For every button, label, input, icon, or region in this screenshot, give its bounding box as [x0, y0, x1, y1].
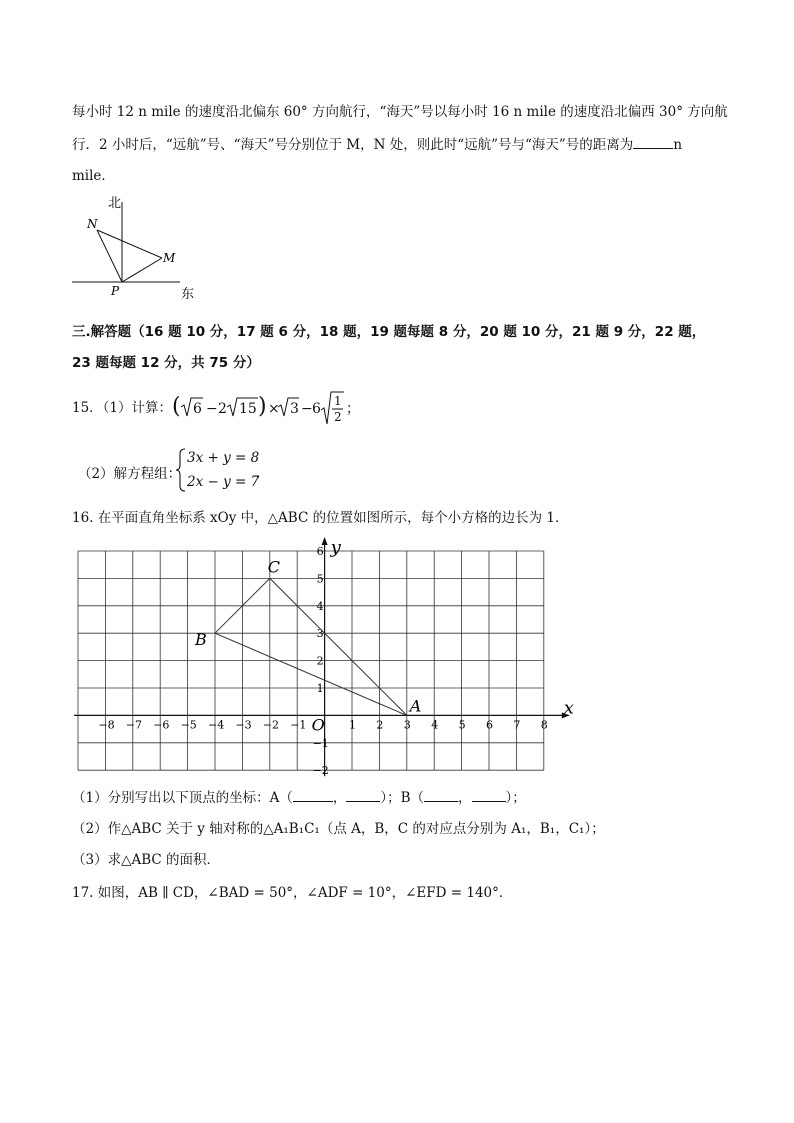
problem16-intro: 16. 在平面直角坐标系 xOy 中，△ABC 的位置如图所示，每个小方格的边长为 1． — [72, 510, 569, 526]
problem16-q3: （3）求△ABC 的面积． — [72, 852, 221, 868]
y-tick-label: −1 — [312, 736, 329, 750]
svg-text:2: 2 — [334, 410, 342, 424]
equation-1: 3x + y = 8 — [187, 450, 260, 466]
problem16-q2: （2）作△ABC 关于 y 轴对称的△A₁B₁C₁（点 A，B，C 的对应点分别为 A₁，B₁，C₁）； — [72, 821, 605, 837]
point-label-c: C — [267, 557, 281, 577]
y-tick-label: 5 — [316, 572, 324, 586]
svg-text:2: 2 — [218, 401, 227, 417]
y-axis-label: y — [330, 537, 341, 558]
section3-heading-line2: 23 题每题 12 分，共 75 分） — [72, 355, 260, 371]
problem15-expression — [172, 388, 360, 430]
svg-text:6: 6 — [193, 401, 202, 417]
svg-text:−: − — [206, 401, 218, 417]
svg-text:15: 15 — [239, 401, 257, 417]
x-tick-label: −3 — [235, 718, 252, 732]
y-axis-arrow — [322, 537, 328, 545]
point-label-b: B — [195, 630, 207, 650]
answer-blank-ay — [346, 789, 380, 802]
svg-text:1: 1 — [334, 394, 342, 408]
coordinate-grid — [64, 534, 574, 786]
section3-heading-line1: 三.解答题（16 题 10 分，17 题 6 分，18 题，19 题每题 8 分，20 题 10 分，21 题 9 分，22 题， — [72, 324, 706, 340]
triangle-side — [215, 633, 407, 715]
x-tick-label: 2 — [376, 718, 384, 732]
x-tick-label: 4 — [431, 718, 439, 732]
svg-text:−: − — [301, 401, 313, 417]
origin-label: O — [311, 715, 325, 735]
triangle-side — [270, 578, 407, 715]
compass-diagram — [60, 190, 210, 305]
point-n-label: N — [87, 217, 98, 231]
comma: ， — [332, 790, 347, 806]
problem16-q1-end: ）； — [505, 790, 526, 806]
segment-nm — [97, 230, 162, 258]
x-tick-label: −2 — [262, 718, 280, 732]
problem15-part1 — [72, 399, 172, 417]
y-tick-label: 4 — [316, 599, 324, 613]
problem14-line2-text: 行．2 小时后，“远航”号、“海天”号分别位于 M，N 处，则此时“远航”号与“海天”号的距离为 — [72, 137, 634, 153]
equation-2: 2x − y = 7 — [187, 474, 260, 490]
north-label: 北 — [108, 196, 122, 211]
east-label: 东 — [181, 287, 195, 302]
x-tick-label: −5 — [180, 718, 197, 732]
point-label-a: A — [409, 696, 422, 716]
problem14-line1: 每小时 12 n mile 的速度沿北偏东 60° 方向航行，“海天”号以每小时 16 n mile 的速度沿北偏西 30° 方向航 — [72, 104, 728, 120]
svg-text:3: 3 — [290, 401, 299, 417]
equation-system-brace — [176, 448, 186, 492]
x-tick-label: −8 — [98, 718, 115, 732]
answer-blank-ax — [293, 789, 333, 802]
x-tick-label: −1 — [290, 718, 307, 732]
y-tick-label: 2 — [316, 654, 324, 668]
segment-pn — [97, 230, 122, 282]
answer-blank — [633, 136, 673, 149]
problem17-text: 17. 如图，AB ∥ CD，∠BAD = 50°，∠ADF = 10°，∠EFD = 140°． — [72, 885, 513, 901]
point-m-label: M — [163, 251, 176, 265]
answer-blank-bx — [424, 789, 458, 802]
point-p-label: P — [111, 284, 120, 298]
x-tick-label: 8 — [540, 718, 548, 732]
problem16-q1 — [72, 789, 526, 807]
problem16-q1-b: ）；B（ — [380, 790, 425, 806]
x-tick-label: 3 — [403, 718, 411, 732]
x-tick-label: 1 — [349, 718, 356, 732]
y-tick-label: 6 — [316, 545, 324, 558]
problem14-line3: mile． — [72, 168, 115, 184]
svg-text:×: × — [268, 401, 280, 417]
x-tick-label: 7 — [513, 718, 521, 732]
x-tick-label: −6 — [153, 718, 170, 732]
problem14-line2 — [72, 136, 682, 154]
y-tick-label: 1 — [316, 682, 324, 695]
x-tick-label: −7 — [125, 718, 143, 732]
problem14-unit-n: n — [673, 137, 683, 153]
answer-blank-by — [472, 789, 506, 802]
svg-text:): ) — [258, 394, 267, 419]
x-tick-label: 6 — [486, 718, 493, 732]
y-tick-label: −2 — [312, 764, 329, 778]
comma: ， — [458, 790, 472, 806]
x-tick-label: 5 — [458, 718, 466, 732]
equation-end: ． — [256, 466, 270, 482]
problem16-q1-text: （1）分别写出以下顶点的坐标：A（ — [72, 790, 293, 806]
svg-text:(: ( — [172, 394, 181, 419]
x-tick-label: −4 — [208, 718, 225, 732]
segment-pm — [122, 258, 162, 282]
y-tick-label: 3 — [316, 627, 324, 641]
x-axis-label: x — [563, 697, 574, 719]
svg-text:；: ； — [346, 401, 360, 417]
problem15-part2-label: （2）解方程组： — [78, 466, 182, 482]
svg-text:6: 6 — [312, 401, 321, 417]
problem15-label: 15．（1）计算： — [72, 400, 173, 416]
